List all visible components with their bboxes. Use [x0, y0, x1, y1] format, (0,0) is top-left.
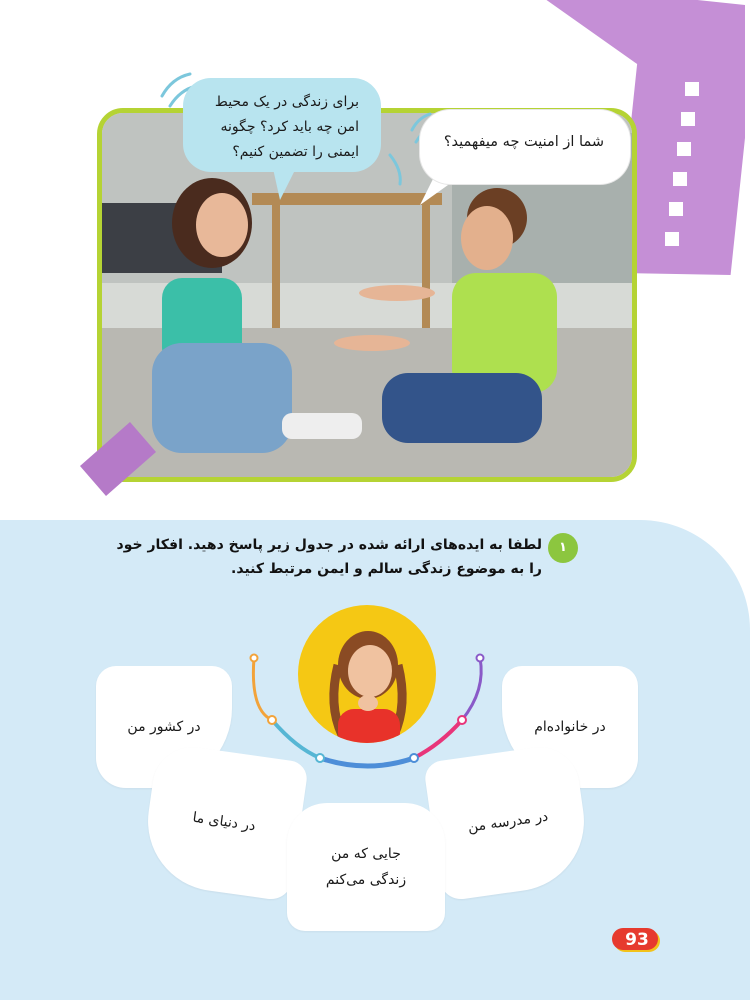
speech-bubble-boy	[420, 110, 630, 184]
bubble-boy-text: شما از امنیت چه میفهمید؟	[443, 134, 604, 150]
bubble-girl-line-3: ایمنی را تضمین کنیم؟	[232, 144, 359, 160]
petal-family-label: در خانواده‌ام	[534, 719, 606, 735]
thinking-girl-avatar	[298, 605, 436, 743]
question-number-badge: ۱	[548, 533, 578, 563]
petal-school-label: در مدرسه من	[466, 808, 550, 836]
petal-live-label-1: جایی که من	[331, 846, 401, 862]
question-text: لطفا به ایده‌های ارائه شده در جدول زیر پاسخ دهید. افکار خود را به موضوع زندگی سالم و ایمن مرتبط کنید.	[116, 537, 542, 577]
petal-where-i-live[interactable]	[287, 803, 445, 931]
petal-country-label: در کشور من	[127, 719, 201, 735]
tape-decoration	[72, 418, 162, 498]
page-number: 93	[625, 930, 649, 950]
speech-bubble-girl	[183, 78, 381, 172]
petal-live-label-2: زندگی می‌کنم	[325, 872, 407, 888]
bubble-girl-line-2: امن چه باید کرد؟ چگونه	[220, 119, 359, 135]
petal-world-label: در دنیای ما	[191, 809, 257, 835]
bubble-girl-line-1: برای زندگی در یک محیط	[214, 94, 359, 110]
